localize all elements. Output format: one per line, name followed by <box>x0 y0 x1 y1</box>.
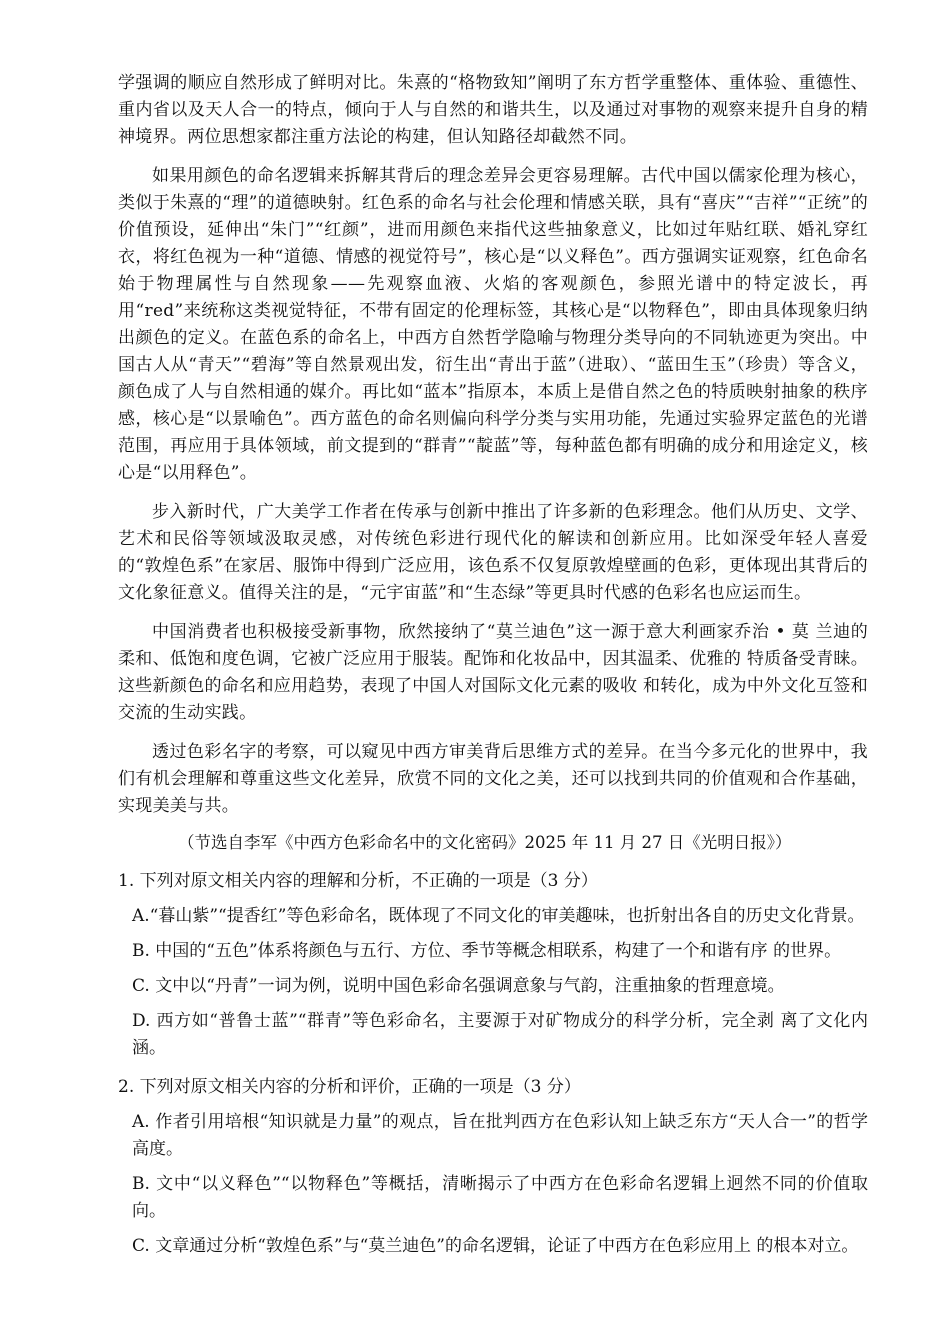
article-paragraph: 透过色彩名字的考察，可以窥见中西方审美背后思维方式的差异。在当今多元化的世界中，我们有机会理解和尊重这些文化差异，欣赏不同的文化之美，还可以找到共同的价值观和合作基础，实现美美与共。 <box>118 742 868 816</box>
option-list <box>118 903 868 1062</box>
article-paragraph: 学强调的顺应自然形成了鲜明对比。朱熹的“格物致知”阐明了东方哲学重整体、重体验、重德性、重内省以及天人合一的特点，倾向于人与自然的和谐共生，以及通过对事物的观察来提升自身的精神境界。两位思想家都注重方法论的构建，但认知路径却截然不同。 <box>118 73 868 147</box>
article-paragraph: 如果用颜色的命名逻辑来拆解其背后的理念差异会更容易理解。古代中国以儒家伦理为核心，类似于朱熹的“理”的道德映射。红色系的命名与社会伦理和情感关联，具有“喜庆”“吉祥”“正统”的价值预设，延伸出“朱门”“红颜”，进而用颜色来指代这些抽象意义，比如过年贴红联、婚礼穿红衣，将红色视为一种“道德、情感的视觉符号”，核心是“以义释色”。西方强调实证观察，红色命名始于物理属性与自然现象——先观察血液、火焰的客观颜色，参照光谱中的特定波长，再用“red”来统称这类视觉特征，不带有固定的伦理标签，其核心是“以物释色”，即由具体现象归纳出颜色的定义。在蓝色系的命名上，中西方自然哲学隐喻与物理分类导向的不同轨迹更为突出。中国古人从“青天”“碧海”等自然景观出发，衍生出“青出于蓝”（进取）、“蓝田生玉”（珍贵）等含义，颜色成了人与自然相通的媒介。再比如“蓝本”指原本，本质上是借自然之色的特质映射抽象的秩序感，核心是“以景喻色”。西方蓝色的命名则偏向科学分类与实用功能，先通过实验界定蓝色的光谱范围，再应用于具体领域，前文提到的“群青”“靛蓝”等，每种蓝色都有明确的成分和用途定义，核心是“以用释色”。 <box>118 166 868 483</box>
option-a: A.“暮山紫”“提香红”等色彩命名，既体现了不同文化的审美趣味，也折射出各自的历史文化背景。 <box>132 906 865 926</box>
article-paragraph: 步入新时代，广大美学工作者在传承与创新中推出了许多新的色彩理念。他们从历史、文学、艺术和民俗等领域汲取灵感，对传统色彩进行现代化的解读和创新应用。比如深受年轻人喜爱的“敦煌色系”在家居、服饰中得到广泛应用，该色系不仅复原敦煌壁画的色彩，更体现出其背后的文化象征意义。值得关注的是，“元宇宙蓝”和“生态绿”等更具时代感的色彩名也应运而生。 <box>118 502 868 603</box>
option-c: C. 文章通过分析“敦煌色系”与“莫兰迪色”的命名逻辑，论证了中西方在色彩应用上 的根本对立。 <box>132 1236 859 1256</box>
document-page <box>118 70 868 1268</box>
question-2 <box>118 1074 868 1260</box>
question-stem: 1. 下列对原文相关内容的理解和分析，不正确的一项是（3 分） <box>118 871 598 891</box>
option-a: A. 作者引用培根“知识就是力量”的观点，旨在批判西方在色彩认知上缺乏东方“天人合一”的哲学高度。 <box>132 1112 868 1159</box>
option-list <box>118 1109 868 1260</box>
source-citation: （节选自李军《中西方色彩命名中的文化密码》2025 年 11 月 27 日《光明日报》） <box>178 833 792 852</box>
question-1 <box>118 868 868 1062</box>
question-stem: 2. 下列对原文相关内容的分析和评价，正确的一项是（3 分） <box>118 1077 581 1097</box>
option-b: B. 中国的“五色”体系将颜色与五行、方位、季节等概念相联系，构建了一个和谐有序 的世界。 <box>132 941 842 961</box>
option-b: B. 文中“以义释色”“以物释色”等概括，清晰揭示了中西方在色彩命名逻辑上迥然不同的价值取向。 <box>132 1174 868 1221</box>
option-c: C. 文中以“丹青”一词为例，说明中国色彩命名强调意象与气韵，注重抽象的哲理意境。 <box>132 976 785 996</box>
article-paragraph: 中国消费者也积极接受新事物，欣然接纳了“莫兰迪色”这一源于意大利画家乔治 • 莫 兰迪的柔和、低饱和度色调，它被广泛应用于服装。配饰和化妆品中，因其温柔、优雅的 特质备受青睐。这些新颜色的命名和应用趋势，表现了中国人对国际文化元素的吸收 和转化，成为中外文化互签和交流的生动实践。 <box>118 622 868 723</box>
option-d: D. 西方如“普鲁士蓝”“群青”等色彩命名，主要源于对矿物成分的科学分析，完全剥 离了文化内涵。 <box>132 1011 868 1058</box>
